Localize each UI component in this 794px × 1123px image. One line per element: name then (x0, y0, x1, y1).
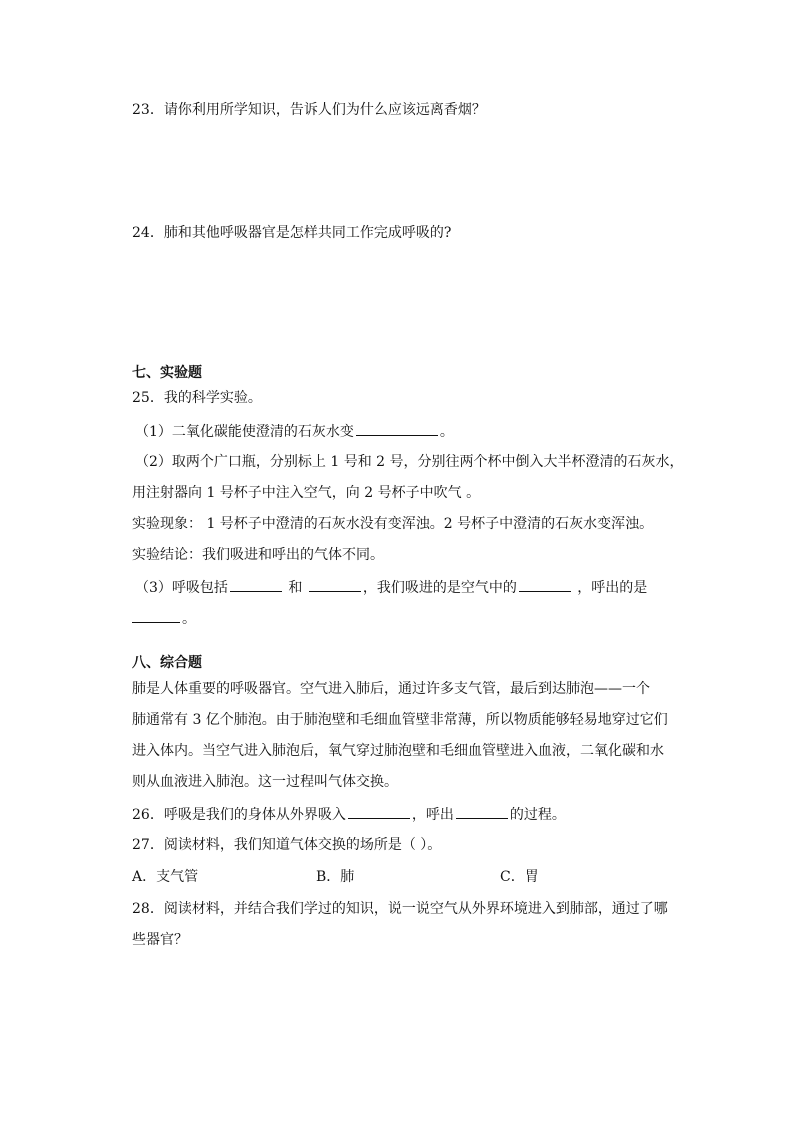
answer-blank[interactable] (230, 578, 282, 592)
q27-option-c[interactable]: C．胃 (500, 869, 539, 885)
answer-blank[interactable] (309, 578, 361, 592)
q26-text-b: ，呼出 (411, 807, 454, 823)
answer-blank[interactable] (356, 422, 438, 436)
q27-option-a[interactable]: A．支气管 (132, 869, 199, 885)
section-8-title: 八、综合题 (132, 655, 202, 671)
experiment-conclusion: 实验结论：我们吸进和呼出的气体不同。 (132, 547, 384, 563)
answer-blank[interactable] (348, 805, 410, 819)
q27-option-b[interactable]: B．肺 (316, 869, 355, 885)
q25-3-text-d: ，呼出的是 (577, 580, 648, 596)
q25-3-text-b: 和 (288, 580, 303, 596)
answer-blank[interactable] (519, 578, 571, 592)
question-25: 25．我的科学实验。 (132, 390, 262, 406)
section-7-title: 七、实验题 (132, 365, 202, 381)
q25-3-text-a: （3）呼吸包括 (135, 580, 228, 596)
q25-1-end: 。 (439, 424, 454, 440)
passage-line-1: 肺是人体重要的呼吸器官。空气进入肺后，通过许多支气管，最后到达肺泡——一个 (132, 681, 650, 697)
q26-text-a: 26．呼吸是我们的身体从外界吸入 (132, 807, 346, 823)
question-25-part-3-cont (132, 609, 196, 628)
question-27: 27．阅读材料，我们知道气体交换的场所是（ ）。 (132, 837, 442, 853)
question-25-part-1 (135, 422, 454, 441)
q25-3-text-c: ，我们吸进的是空气中的 (362, 580, 517, 596)
passage-line-2: 肺通常有 3 亿个肺泡。由于肺泡壁和毛细血管壁非常薄，所以物质能够轻易地穿过它们 (132, 712, 668, 728)
question-23: 23．请你利用所学知识，告诉人们为什么应该远离香烟？ (132, 102, 486, 118)
experiment-phenomenon: 实验现象： 1 号杯子中澄清的石灰水没有变浑浊。2 号杯子中澄清的石灰水变浑浊。 (132, 516, 654, 532)
passage-line-3: 进入体内。当空气进入肺泡后，氧气穿过肺泡壁和毛细血管壁进入血液，二氧化碳和水 (132, 743, 664, 759)
answer-blank[interactable] (132, 609, 180, 623)
question-25-part-2-line-1: （2）取两个广口瓶，分别标上 1 号和 2 号，分别往两个杯中倒入大半杯澄清的石灰水， (135, 454, 684, 470)
question-25-part-2-line-2: 用注射器向 1 号杯子中注入空气，向 2 号杯子中吹气 。 (132, 485, 481, 501)
question-26 (132, 805, 566, 824)
question-24: 24．肺和其他呼吸器官是怎样共同工作完成呼吸的? (132, 225, 452, 241)
q26-text-c: 的过程。 (509, 807, 566, 823)
question-25-part-3 (135, 578, 647, 597)
passage-line-4: 则从血液进入肺泡。这一过程叫气体交换。 (132, 774, 398, 790)
q25-3-text-e: 。 (182, 611, 196, 627)
answer-blank[interactable] (456, 805, 508, 819)
question-28-line-2: 些器官？ (132, 932, 188, 948)
q25-1-text: （1）二氧化碳能使澄清的石灰水变 (135, 424, 354, 440)
question-28-line-1: 28．阅读材料，并结合我们学过的知识，说一说空气从外界环境进入到肺部，通过了哪 (132, 901, 668, 917)
